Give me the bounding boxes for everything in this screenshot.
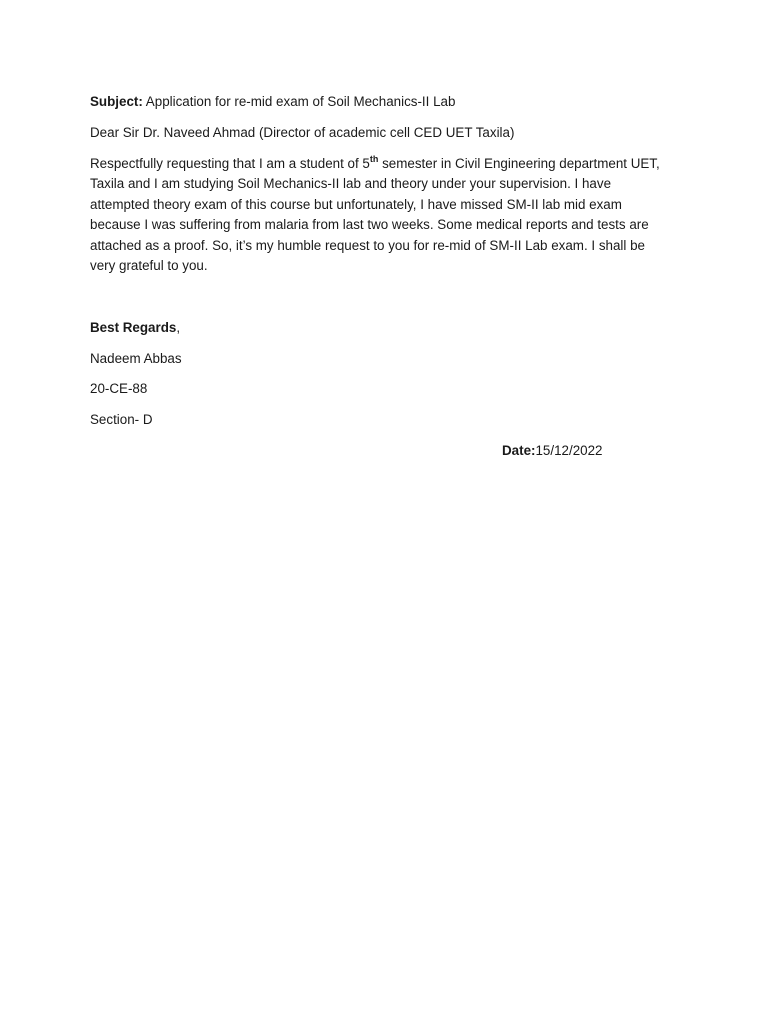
subject-line (90, 93, 455, 111)
salutation: Dear Sir Dr. Naveed Ahmad (Director of academic cell CED UET Taxila) (90, 125, 515, 140)
body-line-1-start: Respectfully requesting that I am a student of 5 (90, 156, 370, 171)
date-line (502, 442, 603, 460)
ordinal-suffix: th (369, 153, 379, 164)
date-value: 15/12/2022 (535, 443, 603, 458)
body-line (90, 154, 690, 174)
sender-name: Nadeem Abbas (90, 351, 182, 366)
body-line: very grateful to you. (90, 257, 208, 273)
body-line-1-end: semester in Civil Engineering department UET, (378, 156, 660, 171)
closing-comma: , (176, 320, 181, 335)
section-label: Section- D (90, 412, 153, 427)
subject-label: Subject: (90, 94, 143, 109)
body-line: attached as a proof. So, it’s my humble request to you for re-mid of SM-II Lab exam. I shall be (90, 237, 645, 253)
body-line: attempted theory exam of this course but unfortunately, I have missed SM-II lab mid exam (90, 196, 622, 212)
closing-line (90, 319, 180, 337)
roll-number: 20-CE-88 (90, 381, 148, 396)
letter-body (90, 154, 690, 276)
body-line: because I was suffering from malaria from last two weeks. Some medical reports and tests are (90, 217, 649, 233)
date-label: Date: (502, 443, 536, 458)
subject-text: Application for re-mid exam of Soil Mechanics-II Lab (142, 94, 456, 109)
closing-text: Best Regards (90, 320, 177, 335)
body-line: Taxila and I am studying Soil Mechanics-II lab and theory under your supervision. I have (90, 176, 612, 192)
